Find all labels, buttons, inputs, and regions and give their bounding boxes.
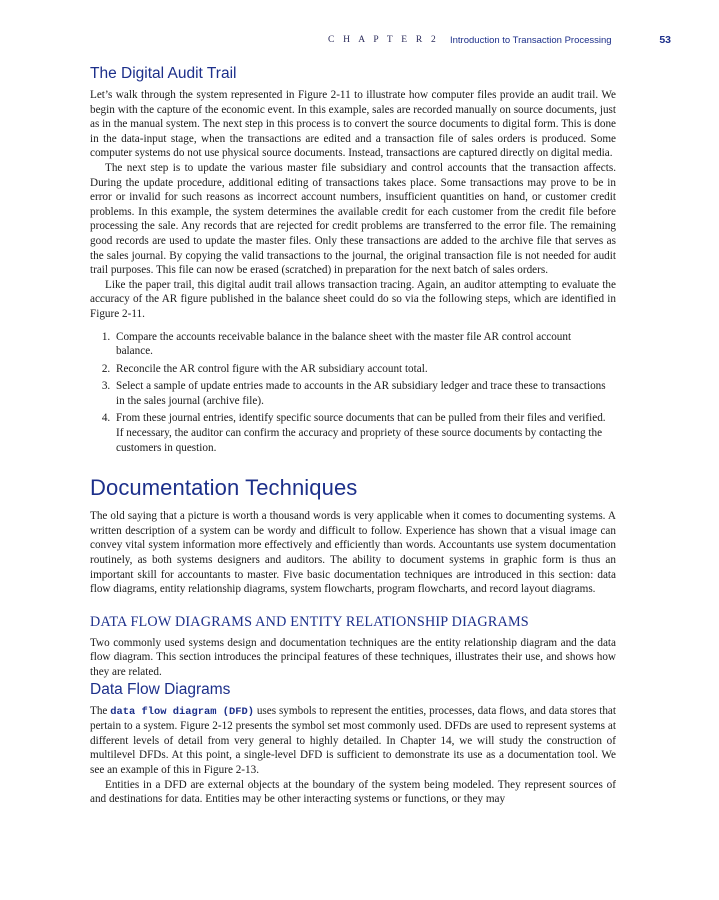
- page-body: [90, 64, 616, 807]
- paragraph: The old saying that a picture is worth a thousand words is very applicable when it comes to documenting systems. A written description of a system can be wordy and difficult to follow. Experience has shown that a visual image can convey vital system information more effectively and efficiently than words. Accountants use system documentation routinely, as both systems designers and auditors. The ability to document systems in graphic form is thus an important skill for accountants to master. Five basic documentation techniques are introduced in this section: data flow diagrams, entity relationship diagrams, system flowcharts, program flowcharts, and record layout diagrams.: [90, 510, 616, 596]
- paragraph: Let’s walk through the system represented in Figure 2-11 to illustrate how computer files provide an audit trail. We begin with the capture of the economic event. In this example, sales are recorded manually on source documents, just as in the manual system. The next step in this process is to convert the source documents to digital form. This is done in the data-input stage, when the transactions are edited and a transaction file of sales orders is produced. Some computer systems do not use physical source documents. Instead, transactions are captured directly on digital media.: [90, 89, 616, 160]
- paragraph: The next step is to update the various master file subsidiary and control accounts that the transaction affects. During the update procedure, additional editing of transactions takes place. Some transactions may prove to be in error or invalid for such reasons as incorrect account numbers, insufficient quantities on hand, or customer credit problems. In this example, the system determines the available credit for each customer from the credit file before processing the sale. Any records that are rejected for credit problems are transferred to the error file. The remaining good records are used to update the master files. Only these transactions are added to the archive file that serves as the sales journal. By copying the valid transactions to the journal, the original transaction file is not needed for audit trail purposes. This file can now be erased (scratched) in preparation for the next batch of sales orders.: [90, 161, 616, 277]
- heading-documentation-techniques: Documentation Techniques: [90, 475, 358, 501]
- key-term-dfd: data flow diagram (DFD): [110, 705, 254, 718]
- chapter-title: Introduction to Transaction Processing: [450, 35, 612, 46]
- running-head: [90, 35, 671, 49]
- heading-dfd-erd: DATA FLOW DIAGRAMS AND ENTITY RELATIONSHIP DIAGRAMS: [90, 613, 529, 630]
- page-number: 53: [659, 34, 671, 46]
- paragraph: Like the paper trail, this digital audit trail allows transaction tracing. Again, an auditor attempting to evaluate the accuracy of the AR figure published in the balance sheet could do so via the following steps, which are identified in Figure 2-11.: [90, 278, 616, 320]
- list-item: 4. From these journal entries, identify specific source documents that can be pulled from their files and verified. If necessary, the auditor can confirm the accuracy and propriety of these source documents by contacting the customers in question.: [113, 411, 616, 455]
- paragraph: Two commonly used systems design and documentation techniques are the entity relationship diagram and the data flow diagram. This section introduces the principal features of these techniques, illustrates their use, and shows how they are related.: [90, 636, 616, 678]
- heading-data-flow-diagrams: Data Flow Diagrams: [90, 680, 231, 698]
- list-item: 2. Reconcile the AR control figure with the AR subsidiary account total.: [113, 362, 616, 377]
- paragraph: Entities in a DFD are external objects at the boundary of the system being modeled. They represent sources of and destinations for data. Entities may be other interacting systems or functions, or they may: [90, 778, 616, 806]
- paragraph-prefix: The: [90, 704, 111, 717]
- heading-digital-audit-trail: The Digital Audit Trail: [90, 65, 237, 82]
- chapter-label: C H A P T E R 2: [328, 35, 439, 45]
- paragraph: [90, 704, 616, 778]
- audit-steps-list: [90, 330, 616, 456]
- list-item: 1. Compare the accounts receivable balance in the balance sheet with the master file AR control account balance.: [113, 330, 616, 359]
- paragraph-rest: uses symbols to represent the entities, processes, data flows, and data stores that pertain to a system. Figure 2-12 presents the symbol set most commonly used. DFDs are used to represent systems at different levels of detail from very general to highly detailed. In Chapter 14, we will study the construction of multilevel DFDs. At this point, a single-level DFD is sufficient to demonstrate its use as a documentation tool. We see an example of this in Figure 2-13.: [90, 704, 616, 776]
- list-item: 3. Select a sample of update entries made to accounts in the AR subsidiary ledger and trace these to transactions in the sales journal (archive file).: [113, 379, 616, 408]
